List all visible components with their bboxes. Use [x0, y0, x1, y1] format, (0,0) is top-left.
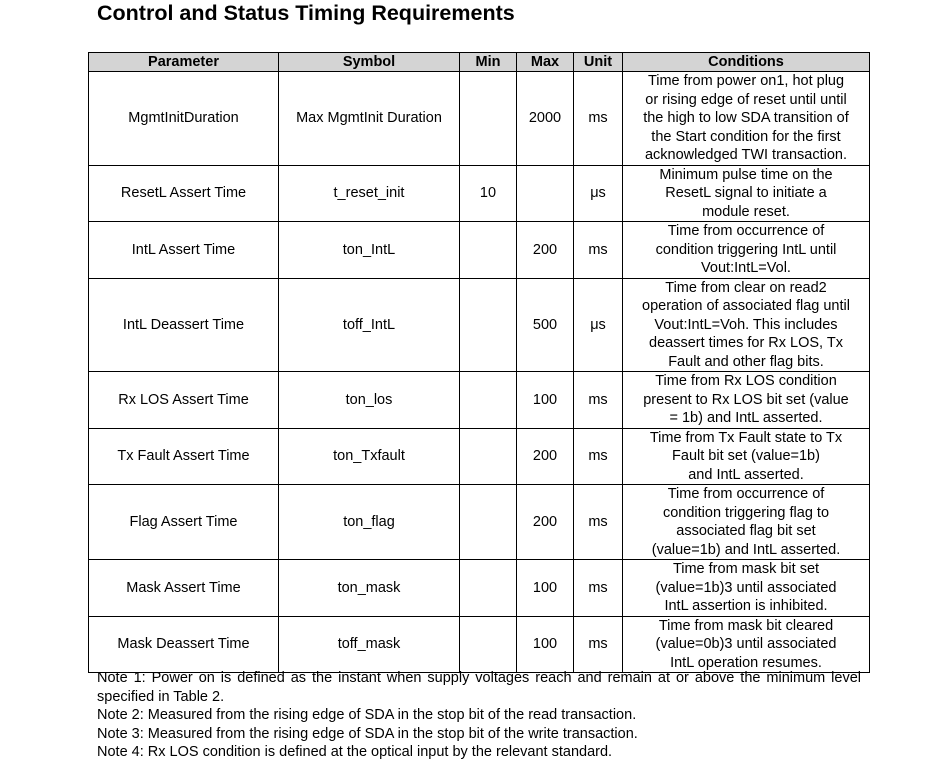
cell-conditions — [623, 372, 870, 429]
cell-parameter: IntL Deassert Time — [89, 278, 279, 372]
cell-unit: ms — [574, 428, 623, 485]
header-conditions: Conditions — [623, 53, 870, 72]
cell-max — [517, 165, 574, 222]
cell-unit: ms — [574, 485, 623, 560]
cell-min — [460, 372, 517, 429]
condition-line: Time from Tx Fault state to Tx — [649, 429, 843, 446]
cell-max: 200 — [517, 222, 574, 279]
cell-min — [460, 72, 517, 166]
condition-line: Time from mask bit set — [672, 561, 820, 577]
table-row — [89, 616, 870, 673]
table-row — [89, 428, 870, 485]
cell-unit: ms — [574, 222, 623, 279]
condition-line: and IntL asserted. — [688, 466, 804, 483]
cell-min — [460, 428, 517, 485]
cell-min: 10 — [460, 165, 517, 222]
cell-unit: μs — [574, 165, 623, 222]
condition-line: Time from occurrence of — [667, 486, 825, 502]
condition-line: the Start condition for the first — [651, 128, 841, 145]
cell-unit: ms — [574, 560, 623, 617]
cell-conditions — [623, 72, 870, 166]
cell-max: 200 — [517, 485, 574, 560]
note-4: Note 4: Rx LOS condition is defined at the optical input by the relevant standard. — [97, 744, 613, 760]
header-max: Max — [517, 53, 574, 72]
note-1: Note 1: Power on is defined as the instant when supply voltages reach and remain at or above the minimum level specified in Table 2. — [97, 670, 861, 705]
condition-line: operation of associated flag until — [642, 298, 850, 314]
cell-symbol: ton_flag — [279, 485, 460, 560]
cell-symbol: toff_IntL — [279, 278, 460, 372]
cell-conditions — [623, 485, 870, 560]
table-row — [89, 278, 870, 372]
condition-line: (value=0b)3 until associated — [655, 636, 837, 652]
cell-parameter: ResetL Assert Time — [89, 165, 279, 222]
cell-max: 100 — [517, 560, 574, 617]
note-3: Note 3: Measured from the rising edge of SDA in the stop bit of the write transaction. — [97, 725, 638, 742]
cell-min — [460, 485, 517, 560]
cell-max: 2000 — [517, 72, 574, 166]
header-row — [89, 53, 870, 72]
condition-line: Minimum pulse time on the — [659, 166, 833, 183]
cell-unit: ms — [574, 72, 623, 166]
cell-symbol: Max MgmtInit Duration — [279, 72, 460, 166]
cell-parameter: Rx LOS Assert Time — [89, 372, 279, 429]
cell-conditions — [623, 560, 870, 617]
cell-symbol: t_reset_init — [279, 165, 460, 222]
note-2: Note 2: Measured from the rising edge of SDA in the stop bit of the read transaction. — [97, 707, 637, 723]
header-parameter: Parameter — [89, 53, 279, 72]
table-row — [89, 165, 870, 222]
cell-symbol: toff_mask — [279, 616, 460, 673]
cell-conditions — [623, 222, 870, 279]
condition-line: IntL assertion is inhibited. — [664, 598, 828, 614]
condition-line: Time from mask bit cleared — [658, 617, 834, 634]
condition-line: Time from clear on read2 — [665, 279, 827, 296]
cell-max: 100 — [517, 372, 574, 429]
cell-min — [460, 560, 517, 617]
table-row — [89, 560, 870, 617]
header-unit: Unit — [574, 53, 623, 72]
cell-min — [460, 222, 517, 279]
condition-line: deassert times for Rx LOS, Tx — [649, 335, 843, 351]
condition-line: = 1b) and IntL asserted. — [669, 410, 823, 426]
cell-symbol: ton_IntL — [279, 222, 460, 279]
condition-line: module reset. — [702, 203, 790, 220]
cell-unit: μs — [574, 278, 623, 372]
cell-max: 200 — [517, 428, 574, 485]
cell-max: 100 — [517, 616, 574, 673]
cell-parameter: Mask Assert Time — [89, 560, 279, 617]
condition-line: condition triggering flag to — [662, 504, 830, 521]
cell-parameter: Tx Fault Assert Time — [89, 428, 279, 485]
notes — [97, 669, 861, 762]
cell-parameter: IntL Assert Time — [89, 222, 279, 279]
cell-symbol: ton_mask — [279, 560, 460, 617]
table-row — [89, 222, 870, 279]
table-row — [89, 72, 870, 166]
condition-line: present to Rx LOS bit set (value — [643, 391, 849, 408]
condition-line: Time from occurrence of — [667, 223, 825, 239]
condition-line: condition triggering IntL until — [655, 241, 837, 258]
cell-min — [460, 616, 517, 673]
condition-line: Time from power on1, hot plug — [647, 73, 845, 89]
condition-line: Vout:IntL=Vol. — [701, 260, 791, 276]
cell-min — [460, 278, 517, 372]
cell-symbol: ton_los — [279, 372, 460, 429]
table-row — [89, 485, 870, 560]
condition-line: (value=1b) and IntL asserted. — [651, 541, 841, 558]
cell-conditions — [623, 428, 870, 485]
cell-parameter: MgmtInitDuration — [89, 72, 279, 166]
cell-unit: ms — [574, 372, 623, 429]
condition-line: ResetL signal to initiate a — [665, 185, 827, 201]
cell-conditions — [623, 165, 870, 222]
cell-unit: ms — [574, 616, 623, 673]
page-title: Control and Status Timing Requirements — [97, 1, 515, 25]
condition-line: associated flag bit set — [676, 523, 816, 539]
cell-parameter: Mask Deassert Time — [89, 616, 279, 673]
timing-table — [88, 52, 870, 673]
cell-conditions — [623, 278, 870, 372]
table-row — [89, 372, 870, 429]
condition-line: or rising edge of reset until until — [645, 91, 847, 108]
condition-line: (value=1b)3 until associated — [655, 579, 837, 596]
condition-line: Fault bit set (value=1b) — [672, 448, 820, 464]
condition-line: Time from Rx LOS condition — [655, 373, 837, 389]
header-min: Min — [460, 53, 517, 72]
cell-symbol: ton_Txfault — [279, 428, 460, 485]
cell-parameter: Flag Assert Time — [89, 485, 279, 560]
header-symbol: Symbol — [279, 53, 460, 72]
condition-line: Fault and other flag bits. — [668, 353, 824, 370]
condition-line: acknowledged TWI transaction. — [644, 147, 848, 163]
condition-line: IntL operation resumes. — [670, 654, 822, 671]
condition-line: the high to low SDA transition of — [643, 110, 849, 126]
condition-line: Vout:IntL=Voh. This includes — [654, 316, 838, 333]
cell-max: 500 — [517, 278, 574, 372]
cell-conditions — [623, 616, 870, 673]
